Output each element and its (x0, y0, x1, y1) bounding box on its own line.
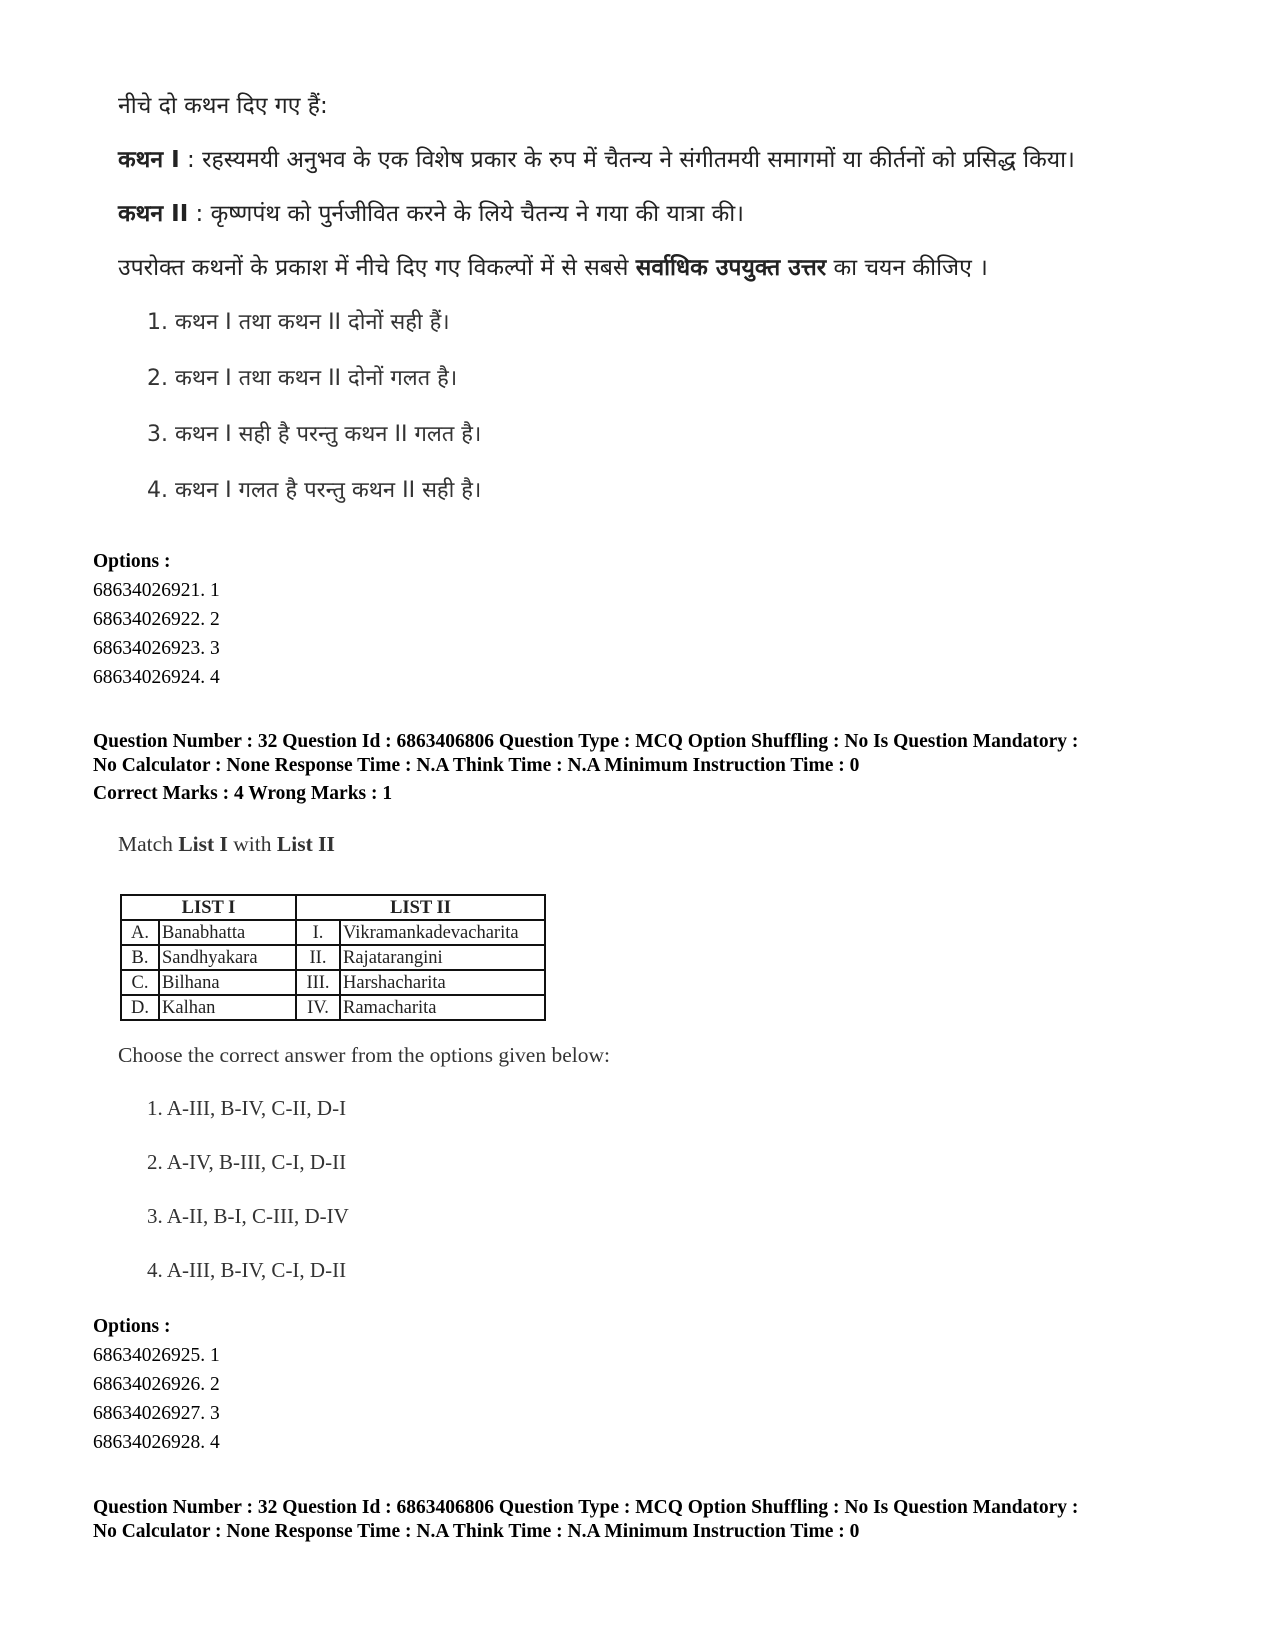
table-row (121, 920, 545, 945)
match-heading (118, 832, 335, 857)
match-table (120, 894, 546, 1021)
row-author: Sandhyakara (159, 945, 296, 970)
english-choice-1: 1. A-III, B-IV, C-II, D-I (147, 1096, 347, 1120)
english-choice-4: 4. A-III, B-IV, C-I, D-II (147, 1258, 347, 1282)
row-roman: I. (296, 920, 340, 945)
question-meta-line1: Question Number : 32 Question Id : 6863406806 Question Type : MCQ Option Shuffling : No Is Question Mandatory : (93, 731, 1079, 752)
instruction-pre: उपरोक्त कथनों के प्रकाश में नीचे दिए गए विकल्पों में से सबसे (118, 255, 636, 281)
match-pre: Match (118, 832, 179, 856)
hindi-choice-2: 2. कथन I तथा कथन II दोनों गलत है। (147, 366, 458, 391)
row-key: C. (121, 970, 159, 995)
option-id-3: 68634026927. 3 (93, 1403, 220, 1424)
row-key: A. (121, 920, 159, 945)
instruction (118, 250, 988, 282)
match-list2: List II (276, 832, 335, 856)
question-marks: Correct Marks : 4 Wrong Marks : 1 (93, 783, 393, 804)
row-work: Ramacharita (340, 995, 545, 1020)
match-mid: with (227, 832, 277, 856)
hindi-choice-1: 1. कथन I तथा कथन II दोनों सही हैं। (147, 310, 450, 335)
row-work: Rajatarangini (340, 945, 545, 970)
statement-intro: नीचे दो कथन दिए गए हैं: (118, 93, 328, 119)
row-author: Banabhatta (159, 920, 296, 945)
statement-1-label: कथन I (118, 147, 180, 173)
option-id-3: 68634026923. 3 (93, 638, 220, 659)
statement-2-text: : कृष्णपंथ को पुर्नजीवित करने के लिये चैतन्य ने गया की यात्रा की। (188, 201, 744, 227)
table-head-list2: LIST II (296, 895, 545, 920)
table-header-row (121, 895, 545, 920)
option-id-1: 68634026925. 1 (93, 1345, 220, 1366)
table-row (121, 945, 545, 970)
instruction-bold: सर्वाधिक उपयुक्त उत्तर (635, 255, 827, 281)
instruction-post: का चयन कीजिए । (826, 255, 988, 281)
option-id-4: 68634026928. 4 (93, 1432, 220, 1453)
match-list1: List I (178, 832, 228, 856)
option-id-1: 68634026921. 1 (93, 580, 220, 601)
row-work: Harshacharita (340, 970, 545, 995)
options-label: Options : (93, 551, 171, 572)
row-work: Vikramankadevacharita (340, 920, 545, 945)
statement-2-label: कथन II (118, 201, 189, 227)
choose-instruction: Choose the correct answer from the options given below: (118, 1043, 610, 1067)
row-roman: IV. (296, 995, 340, 1020)
option-id-2: 68634026922. 2 (93, 609, 220, 630)
statement-1 (118, 142, 1075, 174)
row-author: Kalhan (159, 995, 296, 1020)
english-choice-3: 3. A-II, B-I, C-III, D-IV (147, 1204, 349, 1228)
options-label: Options : (93, 1316, 171, 1337)
option-id-4: 68634026924. 4 (93, 667, 220, 688)
statement-2 (118, 196, 744, 228)
table-row (121, 995, 545, 1020)
row-author: Bilhana (159, 970, 296, 995)
next-question-meta-line2: No Calculator : None Response Time : N.A Think Time : N.A Minimum Instruction Time : 0 (93, 1521, 860, 1542)
table-row (121, 970, 545, 995)
statement-1-text: : रहस्यमयी अनुभव के एक विशेष प्रकार के रुप में चैतन्य ने संगीतमयी समागमों या कीर्तनों को प्रसिद्ध किया। (179, 147, 1075, 173)
row-key: B. (121, 945, 159, 970)
row-roman: III. (296, 970, 340, 995)
next-question-meta-line1: Question Number : 32 Question Id : 6863406806 Question Type : MCQ Option Shuffling : No Is Question Mandatory : (93, 1497, 1079, 1518)
row-key: D. (121, 995, 159, 1020)
english-choice-2: 2. A-IV, B-III, C-I, D-II (147, 1150, 347, 1174)
table-head-list1: LIST I (121, 895, 296, 920)
hindi-choice-4: 4. कथन I गलत है परन्तु कथन II सही है। (147, 478, 482, 503)
hindi-choice-3: 3. कथन I सही है परन्तु कथन II गलत है। (147, 422, 482, 447)
question-meta-line2: No Calculator : None Response Time : N.A Think Time : N.A Minimum Instruction Time : 0 (93, 755, 860, 776)
row-roman: II. (296, 945, 340, 970)
option-id-2: 68634026926. 2 (93, 1374, 220, 1395)
